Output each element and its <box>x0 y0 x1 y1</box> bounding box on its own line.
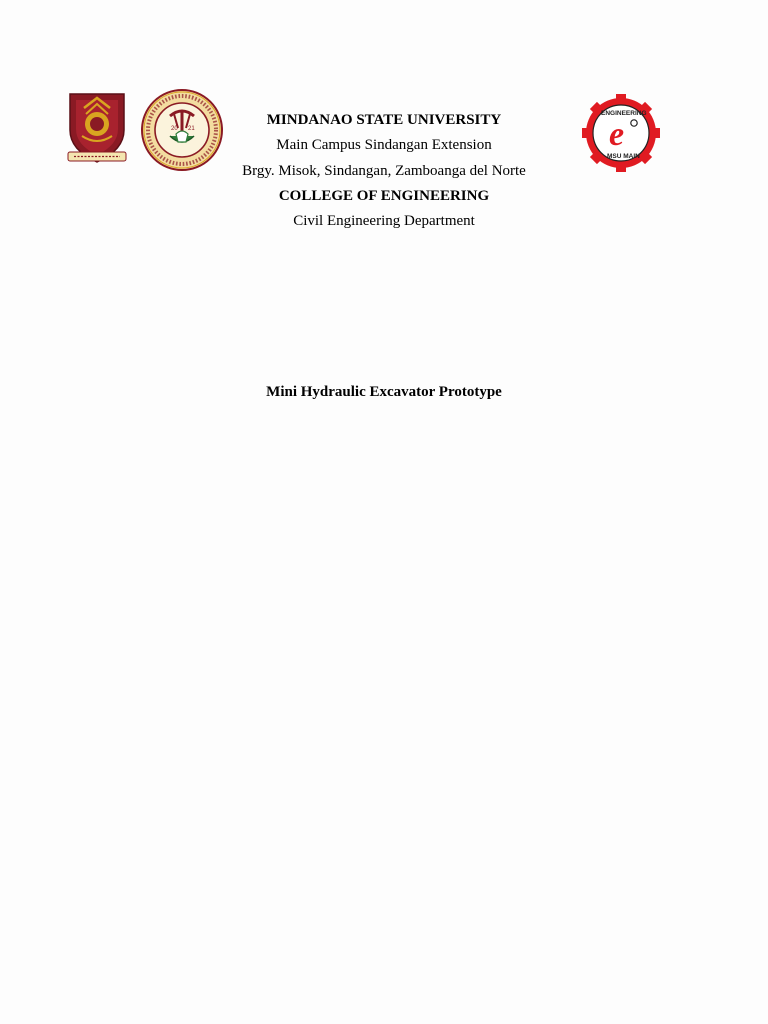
campus-name: Main Campus Sindangan Extension <box>276 137 492 154</box>
document-title: Mini Hydraulic Excavator Prototype <box>266 384 502 400</box>
msu-shield-seal-icon <box>64 90 130 166</box>
svg-text:20: 20 <box>171 126 178 132</box>
department-name: Civil Engineering Department <box>293 213 475 230</box>
svg-text:e: e <box>609 116 625 153</box>
institution-header <box>200 108 568 234</box>
svg-text:MSU MAIN: MSU MAIN <box>607 153 640 160</box>
university-name: MINDANAO STATE UNIVERSITY <box>266 112 502 128</box>
svg-text:21: 21 <box>188 126 195 132</box>
college-name: COLLEGE OF ENGINEERING <box>278 187 490 204</box>
campus-address: Brgy. Misok, Sindangan, Zamboanga del Norte <box>242 162 526 179</box>
svg-text:ENGINEERING: ENGINEERING <box>601 110 647 117</box>
engineering-gear-seal-icon <box>580 94 662 172</box>
